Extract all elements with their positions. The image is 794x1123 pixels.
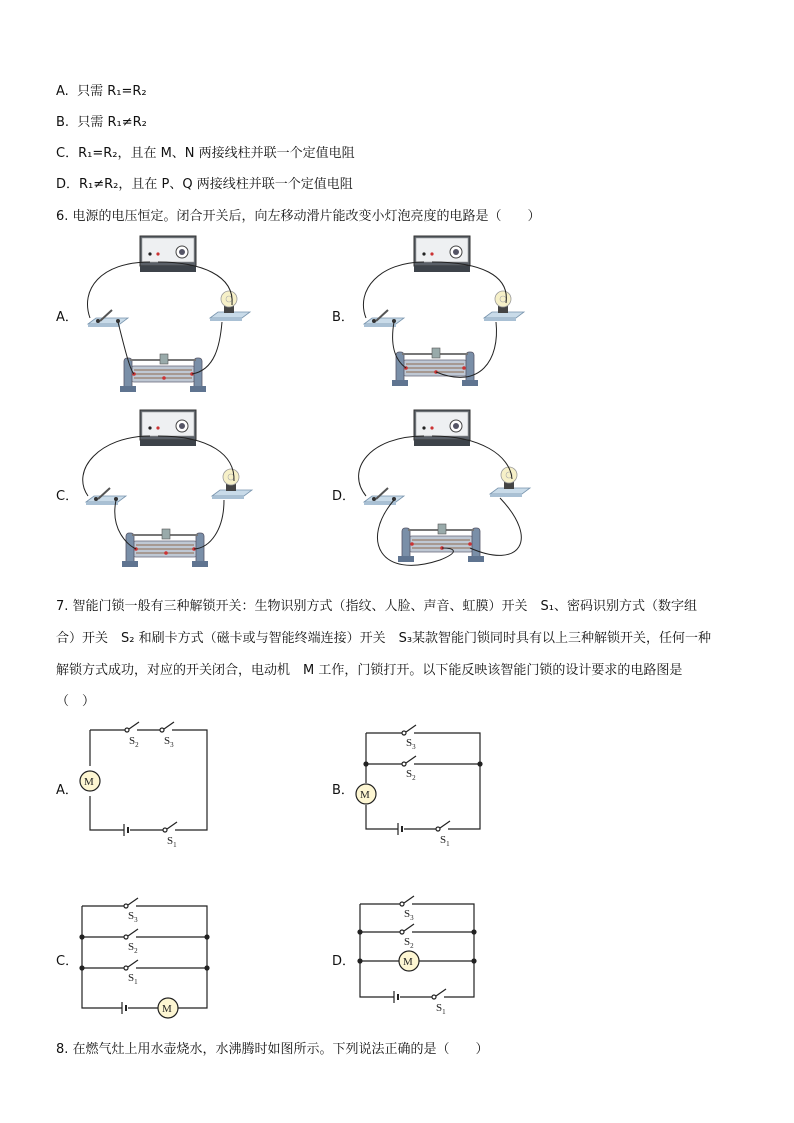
option-text: R₁=R₂，且在 M、N 两接线柱并联一个定值电阻 [78, 146, 355, 161]
s3-label: $S_3$ [164, 735, 174, 749]
motor-label: M [403, 956, 413, 968]
option-text: 只需 R₁≠R₂ [77, 115, 147, 130]
q7-stem-line-4: （ ） [56, 694, 96, 709]
s1-label: $S_1$ [436, 1002, 446, 1016]
q6-stem: 6. 电源的电压恒定。闭合开关后，向左移动滑片能改变小灯泡亮度的电路是（ ） [56, 209, 541, 224]
q6-option-b-label: B． [332, 310, 354, 325]
motor-label: M [84, 776, 94, 788]
s1-label: $S_1$ [128, 972, 138, 986]
s2-label: $S_2$ [129, 735, 139, 749]
motor-label: M [360, 789, 370, 801]
option-text: R₁≠R₂，且在 P、Q 两接线柱并联一个定值电阻 [79, 177, 353, 192]
s3-label: $S_3$ [128, 910, 138, 924]
q8-stem: 8. 在燃气灶上用水壶烧水，水沸腾时如图所示。下列说法正确的是（ ） [56, 1042, 489, 1057]
s2-label: $S_2$ [128, 941, 138, 955]
s3-label: $S_3$ [404, 908, 414, 922]
q7-option-a-label: A． [56, 783, 78, 798]
option-letter: C． [56, 146, 79, 161]
q7-circuit-a [80, 722, 207, 836]
option-letter: D． [56, 177, 80, 192]
s3-label: $S_3$ [406, 737, 416, 751]
option-text: 只需 R₁=R₂ [77, 84, 147, 99]
q7-circuit-d [358, 896, 476, 1003]
q6-option-c-label: C． [56, 489, 79, 504]
s2-label: $S_2$ [406, 768, 416, 782]
q6-option-d-label: D． [332, 489, 356, 504]
option-letter: A. [56, 84, 69, 99]
motor-label: M [162, 1003, 172, 1015]
q7-option-c-label: C． [56, 954, 79, 969]
q7-option-d-label: D． [332, 954, 356, 969]
s1-label: $S_1$ [440, 834, 450, 848]
s1-label: $S_1$ [167, 835, 177, 849]
q7-option-b-label: B． [332, 783, 354, 798]
q7-stem-line-3: 解锁方式成功，对应的开关闭合，电动机 M 工作，门锁打开。以下能反映该智能门锁的设计要求的电路图是 [56, 663, 683, 678]
s2-label: $S_2$ [404, 936, 414, 950]
q6-option-a-label: A． [56, 310, 78, 325]
q7-circuit-b [356, 725, 482, 835]
q7-stem-line-2: 合）开关 S₂ 和刷卡方式（磁卡或与智能终端连接）开关 S₃某款智能门锁同时具有以上三种解锁开关，任何一种 [56, 631, 712, 646]
q7-stem-line-1: 7. 智能门锁一般有三种解锁开关：生物识别方式（指纹、人脸、声音、虹膜）开关 S₁、密码识别方式（数字组 [56, 599, 697, 614]
option-letter: B. [56, 115, 70, 130]
q7-circuit-c [80, 898, 209, 1018]
